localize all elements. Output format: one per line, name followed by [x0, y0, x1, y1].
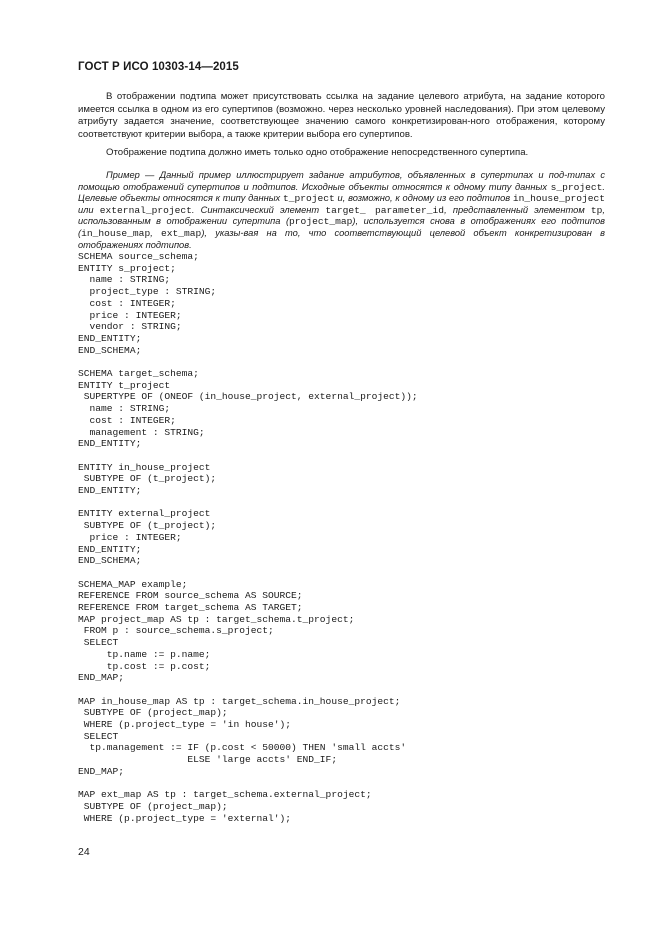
- example-text: , использованным в отображении супертипа (: [78, 204, 605, 227]
- code-line: ELSE 'large accts' END_IF;: [78, 754, 338, 766]
- code-line: name : STRING;: [78, 274, 171, 286]
- example-text: или: [78, 204, 100, 215]
- example-term: in_house_project: [512, 193, 606, 205]
- code-line: ENTITY in_house_project: [78, 461, 211, 473]
- code-line: FROM p : source_schema.s_project;: [78, 625, 274, 637]
- page-header-title: ГОСТ Р ИСО 10303-14—2015: [78, 61, 239, 73]
- code-line: cost : INTEGER;: [78, 297, 176, 309]
- paragraph-subtype-attribute: [78, 91, 605, 141]
- code-line: END_SCHEMA;: [78, 344, 142, 356]
- code-line: project_type : STRING;: [78, 286, 217, 298]
- code-line: SCHEMA source_schema;: [78, 251, 199, 262]
- example-text: , представленный элементом: [444, 204, 591, 215]
- code-line: SUBTYPE OF (project_map);: [78, 800, 228, 812]
- paragraph-text: В отображении подтипа может присутствовать ссылка на задание целевого атрибута, на задание которого имеется ссылка в одном из его супертипов (возможно. через несколько уровней наследования). При этом целевому атрибуту задается значение, соответствующее значению самого конкретизирован-ного отображения, которому соответствуют критерии выбора, а также критерии выбора его супертипов.: [78, 91, 605, 140]
- example-note: [78, 170, 605, 251]
- code-line: SUBTYPE OF (t_project);: [78, 473, 217, 485]
- code-line: WHERE (p.project_type = 'in house');: [78, 719, 292, 731]
- code-line: cost : INTEGER;: [78, 414, 176, 426]
- code-line: END_ENTITY;: [78, 438, 142, 450]
- example-term: target_ parameter_id: [325, 204, 445, 216]
- code-line: price : INTEGER;: [78, 531, 182, 543]
- code-line: END_ENTITY;: [78, 485, 142, 497]
- example-term: tp: [590, 204, 603, 216]
- paragraph-single-supertype: [78, 147, 605, 160]
- code-line: tp.cost := p.cost;: [78, 660, 211, 672]
- code-line: price : INTEGER;: [78, 309, 182, 321]
- code-line: SCHEMA_MAP example;: [78, 578, 188, 590]
- code-blank-line: [78, 356, 418, 368]
- example-term: t_project: [282, 193, 335, 205]
- code-line: WHERE (p.project_type = 'external');: [78, 812, 292, 824]
- code-line: SUPERTYPE OF (ONEOF (in_house_project, external_project));: [78, 391, 418, 403]
- example-text: ), используется снова в отображениях его подтипов (: [78, 216, 605, 238]
- code-line: SELECT: [78, 730, 119, 742]
- code-blank-line: [78, 450, 418, 462]
- code-blank-line: [78, 497, 418, 509]
- code-line: REFERENCE FROM source_schema AS SOURCE;: [78, 590, 303, 602]
- code-line: ENTITY external_project: [78, 508, 211, 520]
- code-blank-line: [78, 684, 418, 696]
- code-line: vendor : STRING;: [78, 321, 182, 333]
- code-line: END_SCHEMA;: [78, 555, 142, 567]
- code-line: END_ENTITY;: [78, 543, 142, 555]
- example-term: in_house_map: [81, 227, 151, 239]
- code-line: ENTITY t_project: [78, 379, 171, 391]
- code-line: name : STRING;: [78, 403, 171, 415]
- page-number: 24: [78, 846, 90, 858]
- code-blank-line: [78, 567, 418, 579]
- code-line: SCHEMA target_schema;: [78, 368, 199, 380]
- example-term: ext_map: [161, 227, 202, 239]
- example-text: и, возможно, к одному из его подтипов: [334, 193, 513, 204]
- example-text: . Целевые объекты относятся к типу данных: [78, 181, 605, 204]
- example-term: external_project: [99, 204, 192, 216]
- code-line: SELECT: [78, 637, 119, 649]
- code-line: tp.management := IF (p.cost < 50000) THEN 'small accts': [78, 742, 407, 754]
- example-term: s_project: [550, 181, 603, 193]
- code-line: END_MAP;: [78, 765, 125, 777]
- code-line: SUBTYPE OF (t_project);: [78, 520, 217, 532]
- code-line: MAP ext_map AS tp : target_schema.external_project;: [78, 789, 372, 801]
- code-line: MAP in_house_map AS tp : target_schema.in_house_project;: [78, 695, 401, 707]
- example-text: ,: [150, 227, 162, 238]
- example-text: ), указы-вая на то, что соответствующий целевой объект конкретизирован в отображениях подтипов.: [78, 227, 605, 250]
- code-line: REFERENCE FROM target_schema AS TARGET;: [78, 602, 303, 614]
- example-term: project_map: [289, 216, 353, 228]
- code-line: END_MAP;: [78, 672, 125, 684]
- example-lead: Пример — Данный пример иллюстрирует задание атрибутов, объявленных в супертипах и под-типах с помощью отображений супертипов и подтипов. Исходные объекты относятся к одному типу данных: [78, 170, 605, 192]
- code-line: ENTITY s_project;: [78, 262, 176, 274]
- paragraph-text: Отображение подтипа должно иметь только одно отображение непосредственного супертипа.: [106, 147, 529, 158]
- example-text: . Синтаксический элемент: [191, 204, 326, 215]
- code-line: MAP project_map AS tp : target_schema.t_project;: [78, 613, 355, 625]
- code-line: END_ENTITY;: [78, 332, 142, 344]
- code-line: tp.name := p.name;: [78, 648, 211, 660]
- code-line: management : STRING;: [78, 426, 205, 438]
- express-code-listing: [78, 251, 418, 824]
- code-line: SUBTYPE OF (project_map);: [78, 707, 228, 719]
- code-blank-line: [78, 778, 418, 790]
